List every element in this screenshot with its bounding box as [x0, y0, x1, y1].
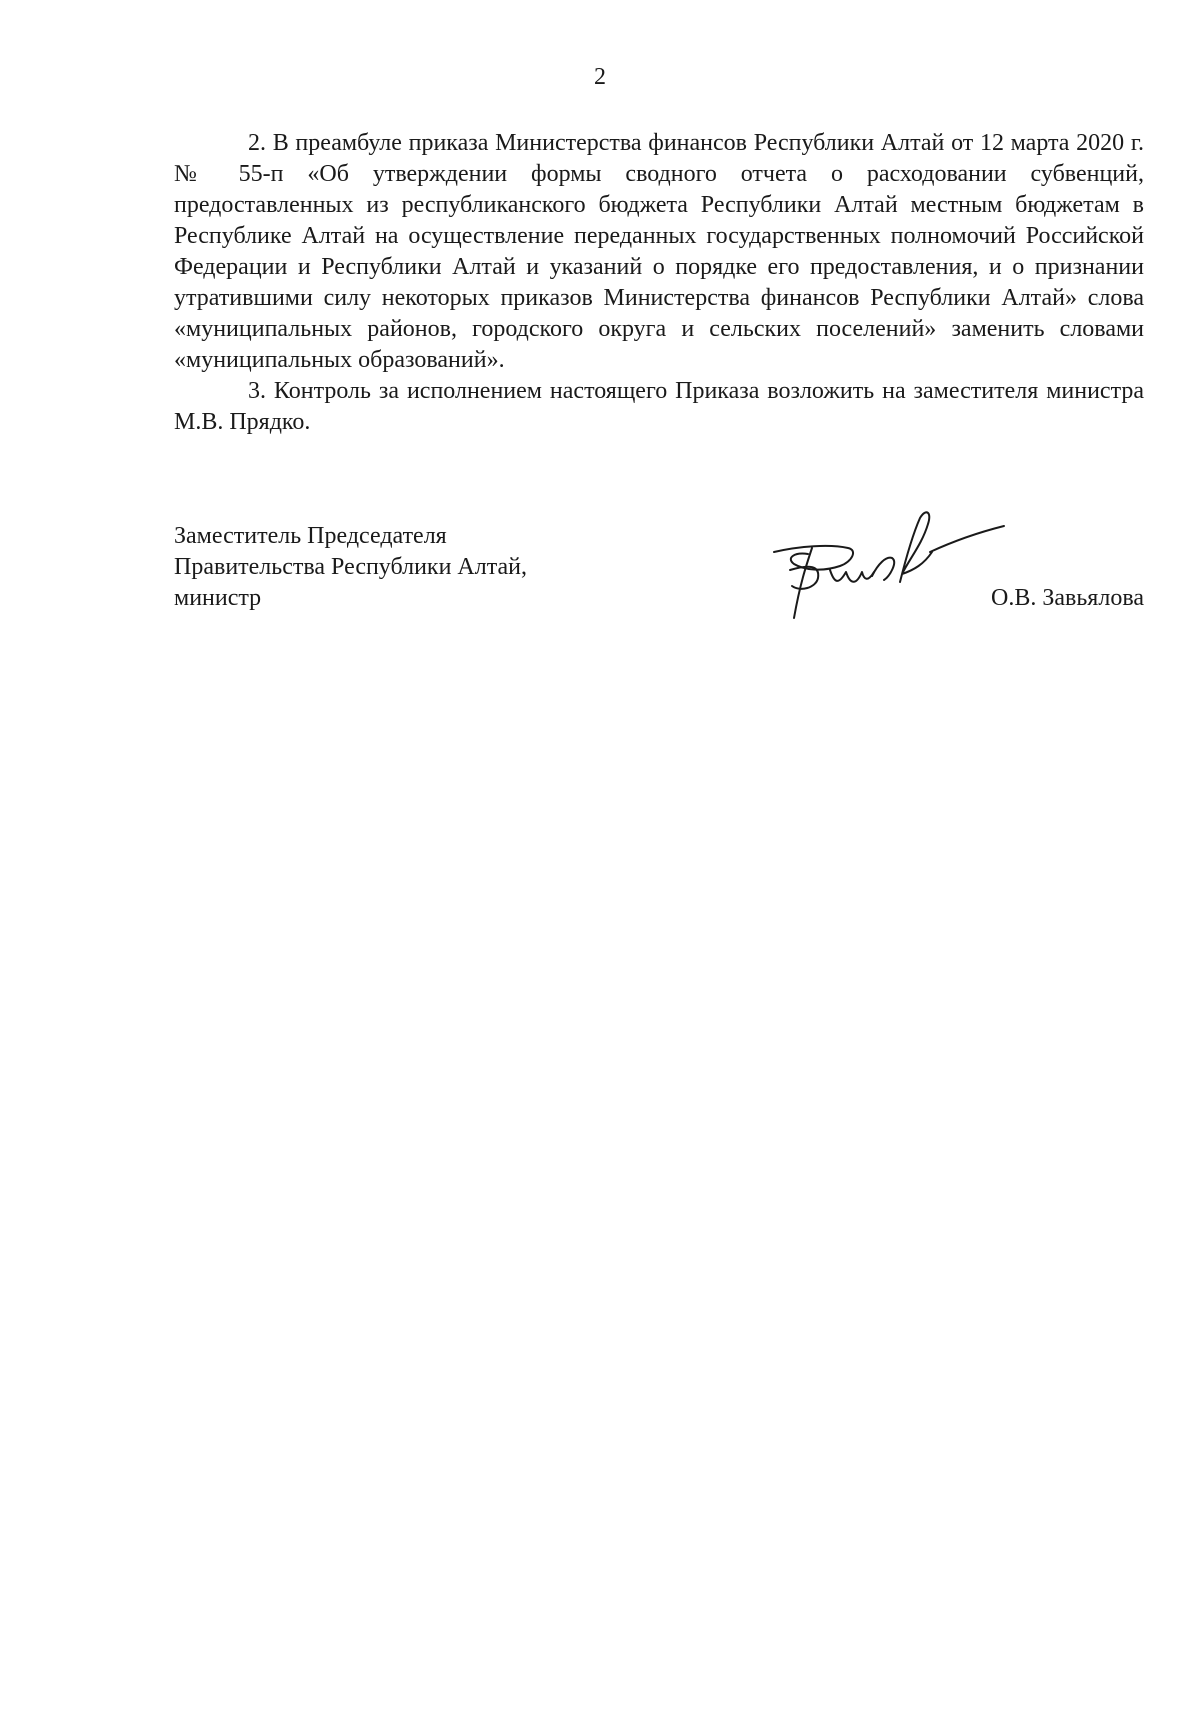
document-body	[174, 128, 1144, 438]
page-number: 2	[594, 64, 606, 90]
signee-name: О.В. Завьялова	[991, 585, 1144, 611]
signer-line-3: министр	[174, 585, 262, 611]
paragraph-3: 3. Контроль за исполнением настоящего Приказа возложить на заместителя министра М.В. Прядко.	[174, 378, 1144, 435]
signer-line-1: Заместитель Председателя	[174, 523, 447, 549]
paragraph-2: 2. В преамбуле приказа Министерства финансов Республики Алтай от 12 марта 2020 г. № 55-п «Об утверждении формы сводного отчета о расходовании субвенций, предоставленных из республиканского бюджета Республики Алтай местным бюджетам в Республике Алтай на осуществление переданных государственных полномочий Российской Федерации и Республики Алтай и указаний о порядке его предоставления, и о признании утратившими силу некоторых приказов Министерства финансов Республики Алтай» слова «муниципальных районов, городского округа и сельских поселений» заменить словами «муниципальных образований».	[174, 130, 1144, 373]
signer-line-2: Правительства Республики Алтай,	[174, 554, 528, 580]
